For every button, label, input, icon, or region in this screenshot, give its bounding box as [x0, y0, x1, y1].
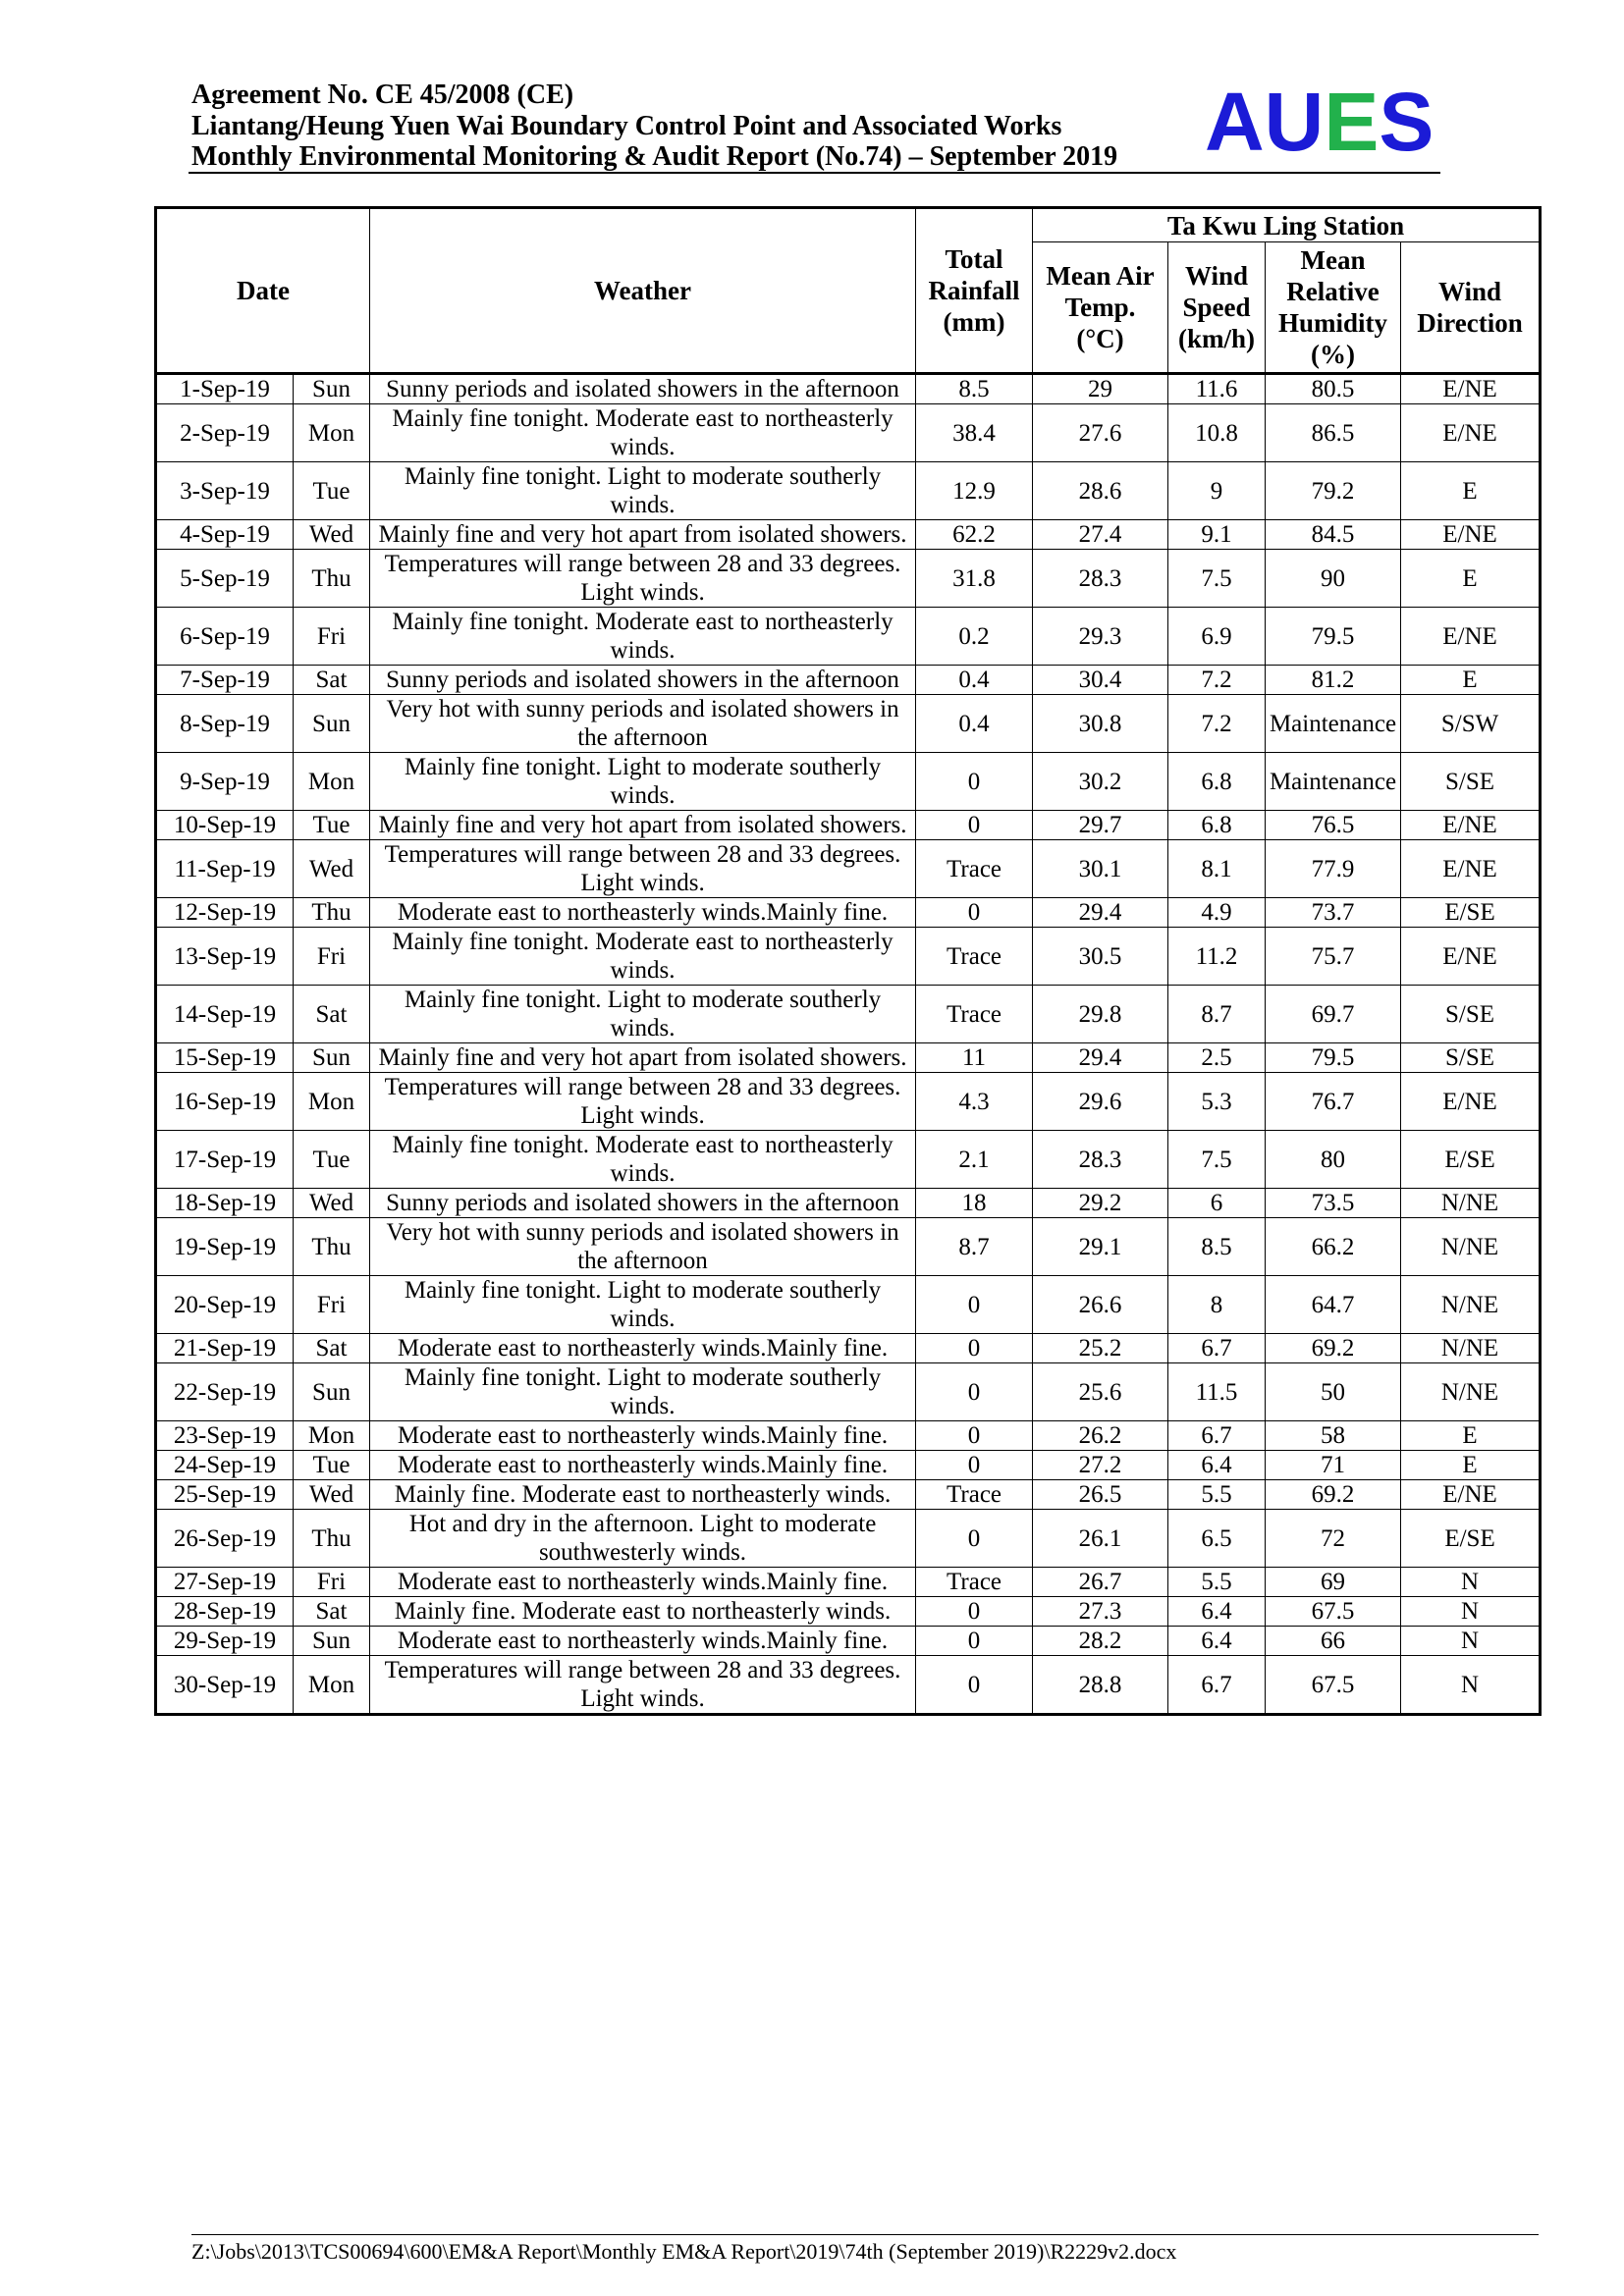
cell-wind-direction: N: [1401, 1568, 1541, 1597]
cell-temp: 27.6: [1033, 404, 1168, 462]
cell-date: 16-Sep-19: [156, 1073, 294, 1131]
cell-humidity: 72: [1266, 1510, 1401, 1568]
cell-weather: Mainly fine tonight. Light to moderate southerly winds.: [370, 986, 916, 1043]
cell-day: Wed: [294, 1189, 370, 1218]
temp-column-header: Mean Air Temp. (°C): [1033, 242, 1168, 374]
cell-humidity: 86.5: [1266, 404, 1401, 462]
cell-date: 10-Sep-19: [156, 811, 294, 840]
cell-weather: Mainly fine tonight. Moderate east to northeasterly winds.: [370, 404, 916, 462]
cell-humidity: 50: [1266, 1363, 1401, 1421]
cell-day: Sat: [294, 1334, 370, 1363]
table-row: [156, 520, 1541, 550]
table-row: [156, 1627, 1541, 1656]
cell-date: 18-Sep-19: [156, 1189, 294, 1218]
cell-weather: Mainly fine tonight. Moderate east to northeasterly winds.: [370, 608, 916, 666]
cell-wind-direction: S/SW: [1401, 695, 1541, 753]
cell-day: Fri: [294, 1568, 370, 1597]
cell-rainfall: 12.9: [916, 462, 1033, 520]
cell-day: Mon: [294, 1656, 370, 1715]
cell-temp: 28.3: [1033, 550, 1168, 608]
logo-part: S: [1379, 76, 1435, 168]
header-row: [156, 208, 1541, 242]
cell-wind-direction: E: [1401, 550, 1541, 608]
cell-day: Wed: [294, 840, 370, 898]
cell-rainfall: 0: [916, 1510, 1033, 1568]
cell-humidity: Maintenance: [1266, 695, 1401, 753]
cell-date: 29-Sep-19: [156, 1627, 294, 1656]
cell-wind-speed: 6.7: [1168, 1656, 1266, 1715]
table-row: [156, 1218, 1541, 1276]
cell-day: Mon: [294, 1421, 370, 1451]
cell-day: Sun: [294, 1043, 370, 1073]
logo-part: AU: [1205, 76, 1325, 168]
table-row: [156, 1597, 1541, 1627]
cell-rainfall: Trace: [916, 1480, 1033, 1510]
cell-wind-speed: 5.5: [1168, 1568, 1266, 1597]
cell-temp: 28.6: [1033, 462, 1168, 520]
cell-day: Sun: [294, 1627, 370, 1656]
cell-humidity: 77.9: [1266, 840, 1401, 898]
cell-wind-direction: N/NE: [1401, 1189, 1541, 1218]
cell-temp: 29.7: [1033, 811, 1168, 840]
cell-rainfall: 0: [916, 811, 1033, 840]
cell-wind-speed: 11.6: [1168, 374, 1266, 404]
cell-rainfall: 0: [916, 1656, 1033, 1715]
cell-weather: Moderate east to northeasterly winds.Mainly fine.: [370, 1568, 916, 1597]
cell-date: 6-Sep-19: [156, 608, 294, 666]
cell-wind-direction: E: [1401, 462, 1541, 520]
cell-weather: Temperatures will range between 28 and 33 degrees. Light winds.: [370, 1073, 916, 1131]
cell-humidity: 81.2: [1266, 666, 1401, 695]
cell-date: 28-Sep-19: [156, 1597, 294, 1627]
cell-humidity: 90: [1266, 550, 1401, 608]
logo-part: E: [1324, 76, 1380, 168]
table-row: [156, 550, 1541, 608]
cell-wind-direction: N/NE: [1401, 1276, 1541, 1334]
cell-wind-direction: E/NE: [1401, 1480, 1541, 1510]
cell-temp: 26.6: [1033, 1276, 1168, 1334]
cell-wind-speed: 11.5: [1168, 1363, 1266, 1421]
table-row: [156, 1189, 1541, 1218]
table-row: [156, 462, 1541, 520]
cell-wind-direction: E/NE: [1401, 840, 1541, 898]
rainfall-column-header: Total Rainfall (mm): [916, 208, 1033, 374]
cell-day: Thu: [294, 1510, 370, 1568]
cell-rainfall: 0: [916, 898, 1033, 928]
cell-wind-speed: 6.8: [1168, 753, 1266, 811]
cell-rainfall: 62.2: [916, 520, 1033, 550]
table-row: [156, 1363, 1541, 1421]
cell-rainfall: Trace: [916, 986, 1033, 1043]
cell-day: Wed: [294, 520, 370, 550]
cell-rainfall: 18: [916, 1189, 1033, 1218]
cell-humidity: 79.5: [1266, 608, 1401, 666]
cell-humidity: 67.5: [1266, 1597, 1401, 1627]
cell-date: 7-Sep-19: [156, 666, 294, 695]
cell-temp: 25.2: [1033, 1334, 1168, 1363]
cell-rainfall: Trace: [916, 928, 1033, 986]
cell-date: 20-Sep-19: [156, 1276, 294, 1334]
cell-day: Tue: [294, 1131, 370, 1189]
cell-temp: 29: [1033, 374, 1168, 404]
cell-day: Tue: [294, 811, 370, 840]
cell-date: 12-Sep-19: [156, 898, 294, 928]
cell-day: Thu: [294, 898, 370, 928]
cell-wind-direction: E/NE: [1401, 608, 1541, 666]
cell-weather: Mainly fine tonight. Moderate east to northeasterly winds.: [370, 928, 916, 986]
report-title: Monthly Environmental Monitoring & Audit Report (No.74) – September 2019: [191, 141, 1118, 172]
cell-rainfall: 0.2: [916, 608, 1033, 666]
cell-temp: 26.5: [1033, 1480, 1168, 1510]
cell-wind-speed: 5.5: [1168, 1480, 1266, 1510]
cell-temp: 30.4: [1033, 666, 1168, 695]
cell-weather: Moderate east to northeasterly winds.Mainly fine.: [370, 1451, 916, 1480]
cell-wind-speed: 9: [1168, 462, 1266, 520]
cell-wind-speed: 5.3: [1168, 1073, 1266, 1131]
cell-wind-speed: 6.8: [1168, 811, 1266, 840]
table-row: [156, 811, 1541, 840]
cell-wind-speed: 6.7: [1168, 1421, 1266, 1451]
table-row: [156, 1334, 1541, 1363]
cell-wind-speed: 6.7: [1168, 1334, 1266, 1363]
cell-temp: 30.5: [1033, 928, 1168, 986]
cell-temp: 26.1: [1033, 1510, 1168, 1568]
cell-day: Sun: [294, 695, 370, 753]
cell-date: 24-Sep-19: [156, 1451, 294, 1480]
cell-wind-speed: 8.5: [1168, 1218, 1266, 1276]
weather-column-header: Weather: [370, 208, 916, 374]
cell-wind-speed: 7.5: [1168, 550, 1266, 608]
cell-date: 9-Sep-19: [156, 753, 294, 811]
cell-rainfall: 38.4: [916, 404, 1033, 462]
cell-wind-speed: 11.2: [1168, 928, 1266, 986]
cell-day: Thu: [294, 550, 370, 608]
table-row: [156, 928, 1541, 986]
cell-humidity: 79.5: [1266, 1043, 1401, 1073]
cell-wind-direction: E/SE: [1401, 1510, 1541, 1568]
cell-temp: 29.8: [1033, 986, 1168, 1043]
cell-humidity: 76.5: [1266, 811, 1401, 840]
cell-wind-direction: E/NE: [1401, 1073, 1541, 1131]
cell-rainfall: 0: [916, 1421, 1033, 1451]
cell-humidity: 69.2: [1266, 1480, 1401, 1510]
cell-weather: Moderate east to northeasterly winds.Mainly fine.: [370, 1421, 916, 1451]
cell-rainfall: 0: [916, 1627, 1033, 1656]
cell-temp: 27.2: [1033, 1451, 1168, 1480]
cell-temp: 26.7: [1033, 1568, 1168, 1597]
cell-humidity: 66: [1266, 1627, 1401, 1656]
table-row: [156, 695, 1541, 753]
cell-wind-direction: N: [1401, 1656, 1541, 1715]
cell-date: 8-Sep-19: [156, 695, 294, 753]
header-divider: [189, 172, 1440, 174]
cell-rainfall: 0: [916, 1363, 1033, 1421]
cell-weather: Hot and dry in the afternoon. Light to moderate southwesterly winds.: [370, 1510, 916, 1568]
cell-date: 19-Sep-19: [156, 1218, 294, 1276]
cell-rainfall: 0: [916, 753, 1033, 811]
cell-wind-direction: N/NE: [1401, 1334, 1541, 1363]
cell-day: Thu: [294, 1218, 370, 1276]
cell-humidity: Maintenance: [1266, 753, 1401, 811]
cell-temp: 29.2: [1033, 1189, 1168, 1218]
cell-wind-speed: 8.1: [1168, 840, 1266, 898]
cell-wind-speed: 6.5: [1168, 1510, 1266, 1568]
date-column-header: Date: [156, 208, 370, 374]
cell-day: Fri: [294, 1276, 370, 1334]
cell-rainfall: 0: [916, 1451, 1033, 1480]
cell-rainfall: Trace: [916, 840, 1033, 898]
cell-date: 17-Sep-19: [156, 1131, 294, 1189]
cell-rainfall: 0.4: [916, 666, 1033, 695]
table-body: [156, 374, 1541, 1715]
cell-temp: 28.2: [1033, 1627, 1168, 1656]
table-row: [156, 608, 1541, 666]
cell-date: 30-Sep-19: [156, 1656, 294, 1715]
cell-humidity: 67.5: [1266, 1656, 1401, 1715]
cell-day: Mon: [294, 753, 370, 811]
cell-humidity: 80.5: [1266, 374, 1401, 404]
table-row: [156, 374, 1541, 404]
cell-weather: Mainly fine tonight. Light to moderate southerly winds.: [370, 753, 916, 811]
cell-rainfall: 31.8: [916, 550, 1033, 608]
cell-wind-speed: 8.7: [1168, 986, 1266, 1043]
cell-day: Fri: [294, 608, 370, 666]
table-row: [156, 898, 1541, 928]
cell-rainfall: 11: [916, 1043, 1033, 1073]
cell-date: 5-Sep-19: [156, 550, 294, 608]
cell-day: Tue: [294, 1451, 370, 1480]
cell-temp: 30.2: [1033, 753, 1168, 811]
cell-weather: Temperatures will range between 28 and 33 degrees. Light winds.: [370, 840, 916, 898]
cell-date: 22-Sep-19: [156, 1363, 294, 1421]
table-row: [156, 986, 1541, 1043]
project-title: Liantang/Heung Yuen Wai Boundary Control Point and Associated Works: [191, 110, 1062, 141]
cell-wind-direction: S/SE: [1401, 986, 1541, 1043]
cell-wind-speed: 6.4: [1168, 1451, 1266, 1480]
cell-temp: 30.1: [1033, 840, 1168, 898]
cell-weather: Sunny periods and isolated showers in the afternoon: [370, 374, 916, 404]
wind-direction-column-header: Wind Direction: [1401, 242, 1541, 374]
cell-date: 25-Sep-19: [156, 1480, 294, 1510]
cell-weather: Temperatures will range between 28 and 33 degrees. Light winds.: [370, 550, 916, 608]
cell-temp: 26.2: [1033, 1421, 1168, 1451]
cell-date: 3-Sep-19: [156, 462, 294, 520]
cell-wind-speed: 7.5: [1168, 1131, 1266, 1189]
cell-weather: Sunny periods and isolated showers in the afternoon: [370, 666, 916, 695]
table-row: [156, 1480, 1541, 1510]
cell-wind-speed: 4.9: [1168, 898, 1266, 928]
cell-rainfall: 8.7: [916, 1218, 1033, 1276]
weather-data-table: [154, 206, 1542, 1716]
cell-humidity: 79.2: [1266, 462, 1401, 520]
cell-temp: 29.4: [1033, 1043, 1168, 1073]
cell-day: Sun: [294, 1363, 370, 1421]
cell-humidity: 71: [1266, 1451, 1401, 1480]
cell-temp: 27.3: [1033, 1597, 1168, 1627]
cell-weather: Mainly fine and very hot apart from isolated showers.: [370, 1043, 916, 1073]
cell-weather: Mainly fine tonight. Moderate east to northeasterly winds.: [370, 1131, 916, 1189]
table-row: [156, 1276, 1541, 1334]
table-row: [156, 1451, 1541, 1480]
cell-rainfall: Trace: [916, 1568, 1033, 1597]
cell-temp: 29.6: [1033, 1073, 1168, 1131]
cell-weather: Moderate east to northeasterly winds.Mainly fine.: [370, 898, 916, 928]
cell-wind-direction: E: [1401, 1451, 1541, 1480]
cell-wind-direction: E/NE: [1401, 520, 1541, 550]
cell-wind-direction: E/NE: [1401, 928, 1541, 986]
cell-rainfall: 0.4: [916, 695, 1033, 753]
wind-speed-column-header: Wind Speed (km/h): [1168, 242, 1266, 374]
cell-wind-speed: 2.5: [1168, 1043, 1266, 1073]
cell-temp: 28.3: [1033, 1131, 1168, 1189]
table-row: [156, 666, 1541, 695]
cell-rainfall: 0: [916, 1334, 1033, 1363]
cell-temp: 27.4: [1033, 520, 1168, 550]
cell-date: 1-Sep-19: [156, 374, 294, 404]
cell-date: 11-Sep-19: [156, 840, 294, 898]
table-row: [156, 1510, 1541, 1568]
cell-humidity: 80: [1266, 1131, 1401, 1189]
cell-wind-speed: 6.9: [1168, 608, 1266, 666]
cell-weather: Mainly fine. Moderate east to northeasterly winds.: [370, 1480, 916, 1510]
cell-rainfall: 8.5: [916, 374, 1033, 404]
cell-humidity: 69.2: [1266, 1334, 1401, 1363]
cell-wind-direction: N/NE: [1401, 1363, 1541, 1421]
cell-wind-speed: 6.4: [1168, 1597, 1266, 1627]
agreement-number: Agreement No. CE 45/2008 (CE): [191, 80, 574, 110]
cell-wind-direction: E: [1401, 666, 1541, 695]
cell-wind-direction: N: [1401, 1597, 1541, 1627]
table-row: [156, 840, 1541, 898]
cell-rainfall: 0: [916, 1276, 1033, 1334]
cell-temp: 25.6: [1033, 1363, 1168, 1421]
cell-day: Sun: [294, 374, 370, 404]
cell-date: 23-Sep-19: [156, 1421, 294, 1451]
cell-day: Sat: [294, 1597, 370, 1627]
table-row: [156, 1073, 1541, 1131]
cell-wind-direction: N/NE: [1401, 1218, 1541, 1276]
cell-date: 14-Sep-19: [156, 986, 294, 1043]
cell-day: Sat: [294, 666, 370, 695]
cell-weather: Mainly fine and very hot apart from isolated showers.: [370, 520, 916, 550]
cell-humidity: 64.7: [1266, 1276, 1401, 1334]
cell-temp: 29.1: [1033, 1218, 1168, 1276]
station-group-header: Ta Kwu Ling Station: [1033, 208, 1541, 242]
cell-temp: 29.3: [1033, 608, 1168, 666]
cell-day: Sat: [294, 986, 370, 1043]
cell-wind-direction: E/NE: [1401, 404, 1541, 462]
table-row: [156, 753, 1541, 811]
table-row: [156, 1421, 1541, 1451]
cell-wind-speed: 8: [1168, 1276, 1266, 1334]
cell-rainfall: 4.3: [916, 1073, 1033, 1131]
cell-wind-direction: E: [1401, 1421, 1541, 1451]
cell-rainfall: 2.1: [916, 1131, 1033, 1189]
cell-humidity: 75.7: [1266, 928, 1401, 986]
cell-weather: Very hot with sunny periods and isolated showers in the afternoon: [370, 1218, 916, 1276]
cell-weather: Sunny periods and isolated showers in the afternoon: [370, 1189, 916, 1218]
cell-humidity: 58: [1266, 1421, 1401, 1451]
cell-temp: 28.8: [1033, 1656, 1168, 1715]
file-path: Z:\Jobs\2013\TCS00694\600\EM&A Report\Monthly EM&A Report\2019\74th (September 2019)\R2229v2.docx: [191, 2239, 1177, 2264]
cell-weather: Mainly fine. Moderate east to northeasterly winds.: [370, 1597, 916, 1627]
cell-weather: Mainly fine tonight. Light to moderate southerly winds.: [370, 1276, 916, 1334]
humidity-column-header: Mean Relative Humidity (%): [1266, 242, 1401, 374]
cell-weather: Very hot with sunny periods and isolated showers in the afternoon: [370, 695, 916, 753]
table-row: [156, 1568, 1541, 1597]
report-header: [191, 80, 1117, 173]
cell-temp: 29.4: [1033, 898, 1168, 928]
cell-wind-direction: S/SE: [1401, 1043, 1541, 1073]
cell-wind-speed: 6.4: [1168, 1627, 1266, 1656]
cell-wind-speed: 7.2: [1168, 695, 1266, 753]
cell-wind-direction: S/SE: [1401, 753, 1541, 811]
cell-wind-direction: E/NE: [1401, 811, 1541, 840]
table-row: [156, 404, 1541, 462]
cell-weather: Moderate east to northeasterly winds.Mainly fine.: [370, 1334, 916, 1363]
cell-wind-direction: E/SE: [1401, 898, 1541, 928]
cell-date: 27-Sep-19: [156, 1568, 294, 1597]
cell-rainfall: 0: [916, 1597, 1033, 1627]
aues-logo: [1205, 76, 1435, 168]
cell-humidity: 73.5: [1266, 1189, 1401, 1218]
cell-date: 2-Sep-19: [156, 404, 294, 462]
cell-date: 15-Sep-19: [156, 1043, 294, 1073]
cell-weather: Moderate east to northeasterly winds.Mainly fine.: [370, 1627, 916, 1656]
cell-wind-direction: N: [1401, 1627, 1541, 1656]
table-row: [156, 1043, 1541, 1073]
cell-wind-speed: 7.2: [1168, 666, 1266, 695]
table-row: [156, 1656, 1541, 1715]
cell-day: Wed: [294, 1480, 370, 1510]
footer-divider: [191, 2234, 1539, 2235]
cell-weather: Mainly fine tonight. Light to moderate southerly winds.: [370, 1363, 916, 1421]
cell-day: Fri: [294, 928, 370, 986]
cell-wind-speed: 9.1: [1168, 520, 1266, 550]
cell-humidity: 69: [1266, 1568, 1401, 1597]
cell-weather: Temperatures will range between 28 and 33 degrees. Light winds.: [370, 1656, 916, 1715]
cell-date: 4-Sep-19: [156, 520, 294, 550]
cell-day: Mon: [294, 1073, 370, 1131]
cell-humidity: 66.2: [1266, 1218, 1401, 1276]
table-row: [156, 1131, 1541, 1189]
cell-humidity: 84.5: [1266, 520, 1401, 550]
cell-humidity: 69.7: [1266, 986, 1401, 1043]
cell-temp: 30.8: [1033, 695, 1168, 753]
cell-date: 26-Sep-19: [156, 1510, 294, 1568]
cell-wind-speed: 6: [1168, 1189, 1266, 1218]
cell-date: 13-Sep-19: [156, 928, 294, 986]
cell-wind-speed: 10.8: [1168, 404, 1266, 462]
cell-weather: Mainly fine and very hot apart from isolated showers.: [370, 811, 916, 840]
cell-weather: Mainly fine tonight. Light to moderate southerly winds.: [370, 462, 916, 520]
cell-date: 21-Sep-19: [156, 1334, 294, 1363]
cell-humidity: 76.7: [1266, 1073, 1401, 1131]
cell-day: Mon: [294, 404, 370, 462]
cell-wind-direction: E/NE: [1401, 374, 1541, 404]
cell-humidity: 73.7: [1266, 898, 1401, 928]
cell-day: Tue: [294, 462, 370, 520]
cell-wind-direction: E/SE: [1401, 1131, 1541, 1189]
